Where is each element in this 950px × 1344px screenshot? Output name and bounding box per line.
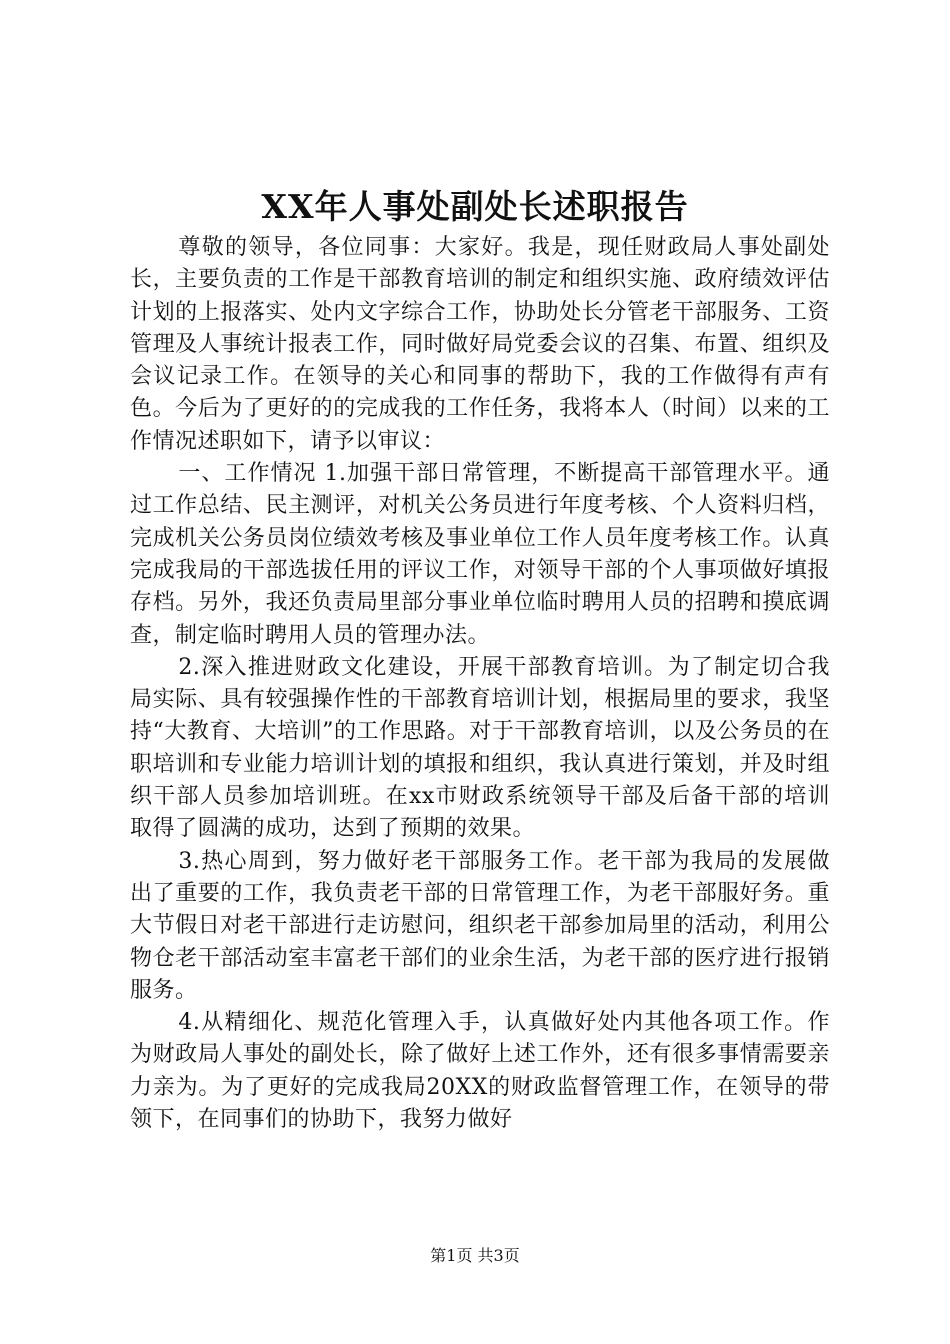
document-title: XX年人事处副处长述职报告 [261, 187, 689, 226]
paragraph-section-4: 4.从精细化、规范化管理入手，认真做好处内其他各项工作。作为财政局人事处的副处长，除了做好上述工作外，还有很多事情需要亲力亲为。为了更好的完成我局20XX的财政监督管理工作，在领导的带领下，在同事们的协助下，我努力做好 [130, 1010, 830, 1133]
document-body [130, 232, 830, 1136]
paragraph-section-1: 一、工作情况 1.加强干部日常管理，不断提高干部管理水平。通过工作总结、民主测评，对机关公务员进行年度考核、个人资料归档，完成机关公务员岗位绩效考核及事业单位工作人员年度考核工作。认真完成我局的干部选拔任用的评议工作，对领导干部的个人事项做好填报存档。另外，我还负责局里部分事业单位临时聘用人员的招聘和摸底调查，制定临时聘用人员的管理办法。 [130, 461, 830, 648]
paragraph-greeting: 尊敬的领导，各位同事：大家好。我是，现任财政局人事处副处长，主要负责的工作是干部教育培训的制定和组织实施、政府绩效评估计划的上报落实、处内文字综合工作，协助处长分管老干部服务、工资管理及人事统计报表工作，同时做好局党委会议的召集、布置、组织及会议记录工作。在领导的关心和同事的帮助下，我的工作做得有声有色。今后为了更好的的完成我的工作任务，我将本人（时间）以来的工作情况述职如下，请予以审议： [130, 235, 830, 454]
page-number-footer: 第1页 共3页 [430, 1246, 520, 1265]
paragraph-section-3: 3.热心周到，努力做好老干部服务工作。老干部为我局的发展做出了重要的工作，我负责老干部的日常管理工作，为老干部服好务。重大节假日对老干部进行走访慰问，组织老干部参加局里的活动，利用公物仓老干部活动室丰富老干部们的业余生活，为老干部的医疗进行报销服务。 [130, 848, 830, 1003]
paragraph-section-2: 2.深入推进财政文化建设，开展干部教育培训。为了制定切合我局实际、具有较强操作性的干部教育培训计划，根据局里的要求，我坚持“大教育、大培训”的工作思路。对于干部教育培训，以及公务员的在职培训和专业能力培训计划的填报和组织，我认真进行策划，并及时组织干部人员参加培训班。在xx市财政系统领导干部及后备干部的培训取得了圆满的成功，达到了预期的效果。 [130, 654, 830, 842]
